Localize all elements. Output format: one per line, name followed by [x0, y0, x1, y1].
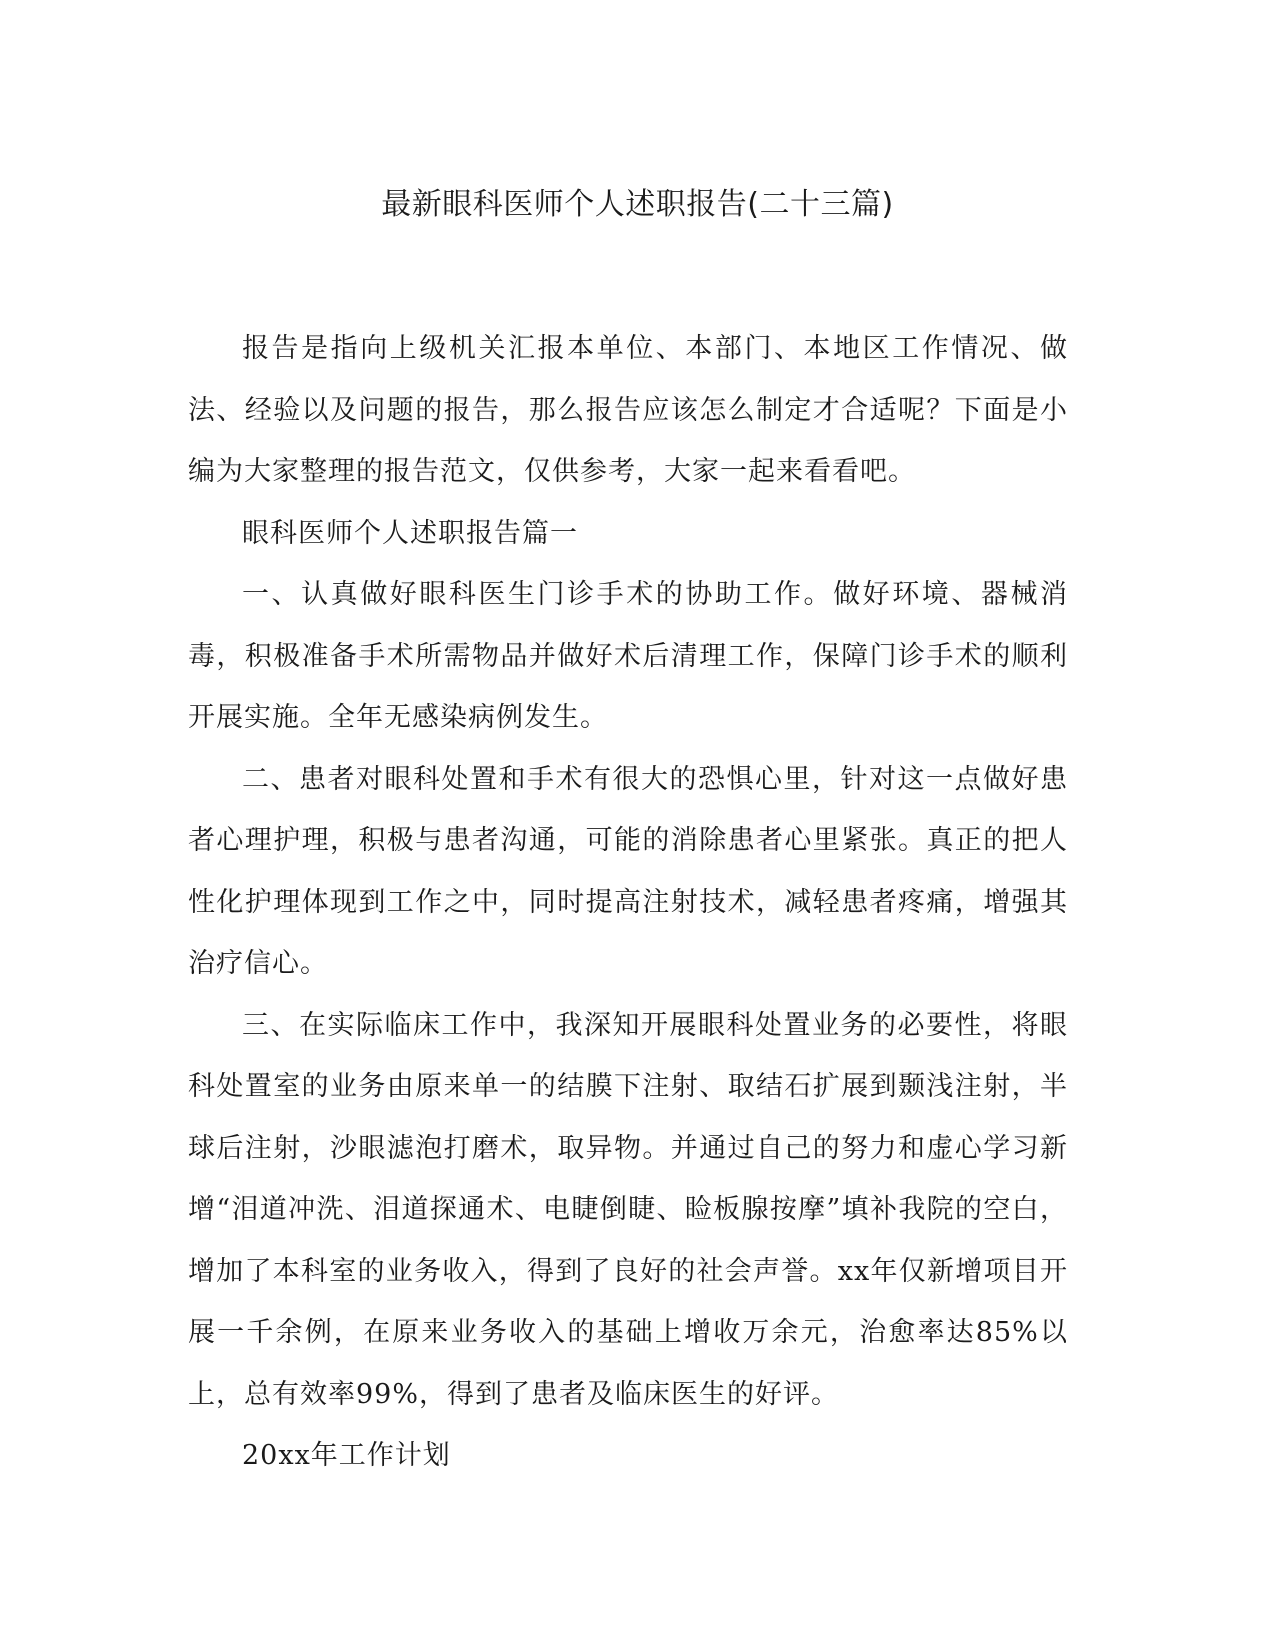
section-heading: 眼科医师个人述职报告篇一: [242, 517, 578, 549]
subsection-heading: 20xx年工作计划: [242, 1440, 451, 1471]
intro-paragraph: 报告是指向上级机关汇报本单位、本部门、本地区工作情况、做法、经验以及问题的报告，那么报告应该怎么制定才合适呢？下面是小编为大家整理的报告范文，仅供参考，大家一起来看看吧。: [188, 333, 1068, 487]
body-paragraph: 二、患者对眼科处置和手术有很大的恐惧心里，针对这一点做好患者心理护理，积极与患者沟通，可能的消除患者心里紧张。真正的把人性化护理体现到工作之中，同时提高注射技术，减轻患者疼痛，增强其治疗信心。: [188, 763, 1068, 979]
document-body: [188, 318, 1068, 1487]
body-paragraph: 一、认真做好眼科医生门诊手术的协助工作。做好环境、器械消毒，积极准备手术所需物品并做好术后清理工作，保障门诊手术的顺利开展实施。全年无感染病例发生。: [188, 579, 1068, 733]
document-title: 最新眼科医师个人述职报告(二十三篇): [381, 187, 894, 222]
body-paragraph: 三、在实际临床工作中，我深知开展眼科处置业务的必要性，将眼科处置室的业务由原来单一的结膜下注射、取结石扩展到颞浅注射，半球后注射，沙眼滤泡打磨术，取异物。并通过自己的努力和虚心学习新增“泪道冲洗、泪道探通术、电睫倒睫、睑板腺按摩”填补我院的空白，增加了本科室的业务收入，得到了良好的社会声誉。xx年仅新增项目开展一千余例，在原来业务收入的基础上增收万余元，治愈率达85%以上，总有效率99%，得到了患者及临床医生的好评。: [188, 1009, 1068, 1410]
